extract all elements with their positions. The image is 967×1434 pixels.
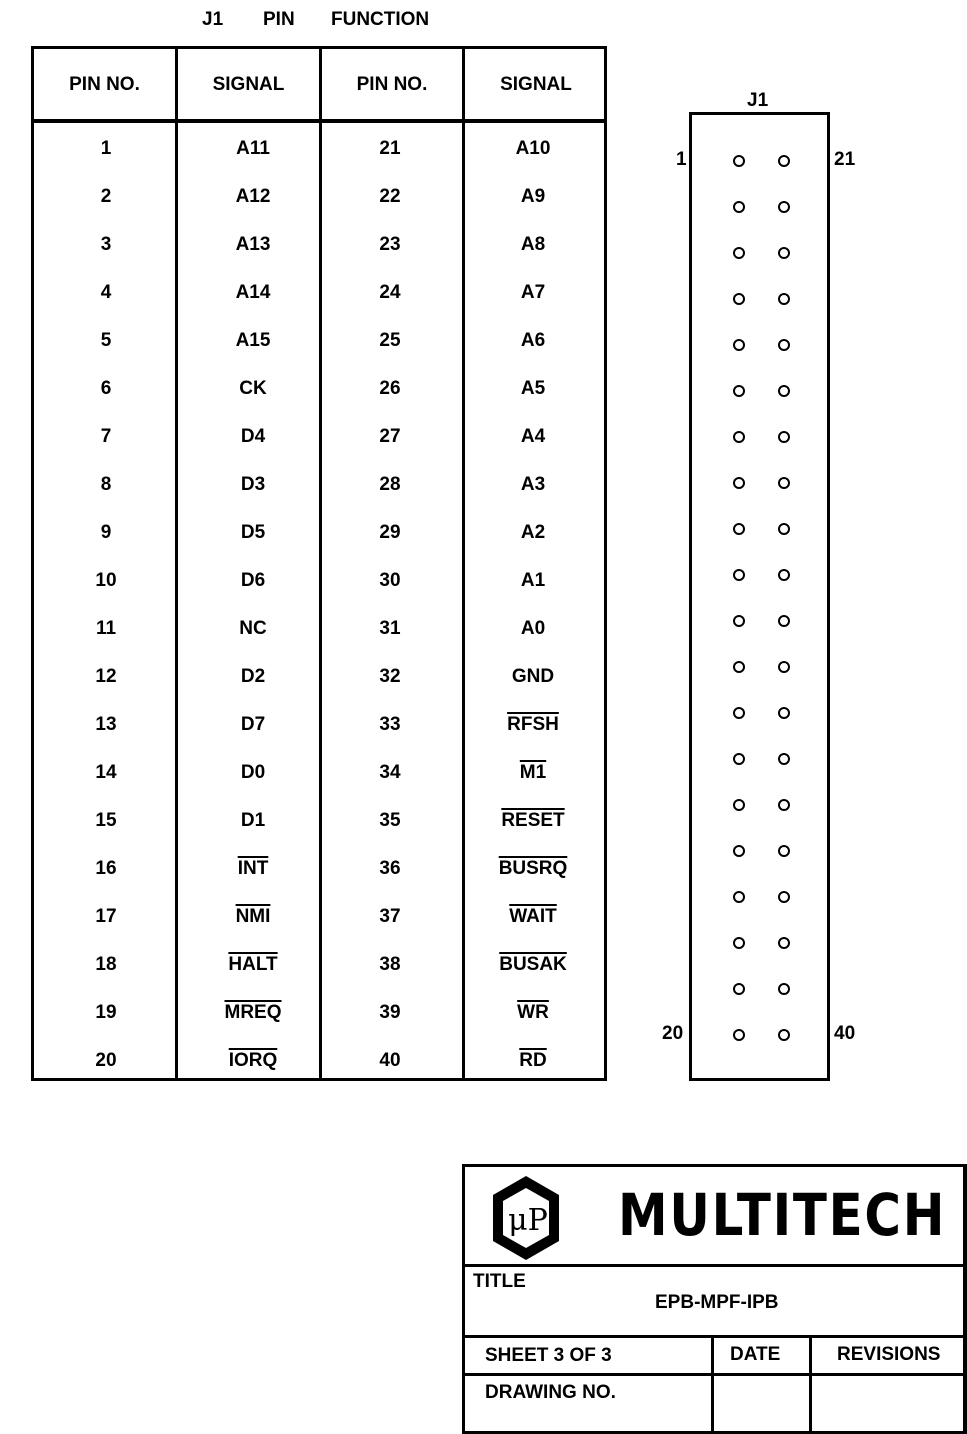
connector-pin-right <box>778 983 790 995</box>
signal-left: CK <box>239 378 267 399</box>
connector-pin-left <box>733 431 745 443</box>
heading-function: FUNCTION <box>331 9 430 30</box>
signal-left: A12 <box>235 186 271 207</box>
signal-left: IORQ <box>228 1050 278 1071</box>
connector-pin-right <box>778 891 790 903</box>
connector-pin-right <box>778 155 790 167</box>
connector-label: J1 <box>747 90 769 111</box>
connector-pin-right <box>778 661 790 673</box>
signal-left: $\overline{NMI}$ <box>235 906 271 927</box>
title-block <box>462 1164 967 1434</box>
connector-pin-left <box>733 385 745 397</box>
drawing-no-label: DRAWING NO. <box>485 1382 616 1403</box>
connector-j1 <box>689 112 830 1081</box>
date-divider <box>711 1335 714 1431</box>
signal-left: D5 <box>240 522 266 543</box>
signal-left: A15 <box>235 330 271 351</box>
signal-right: M1 <box>519 762 547 783</box>
sheet-divider <box>465 1335 963 1338</box>
header-divider <box>34 122 604 123</box>
pin-number-right: 32 <box>379 666 401 687</box>
connector-pin-right <box>778 201 790 213</box>
connector-pin-left <box>733 339 745 351</box>
pin-number-left: 19 <box>95 1002 117 1023</box>
pin-number-right: 34 <box>379 762 401 783</box>
connector-pin-right <box>778 753 790 765</box>
mu-p-logo-icon <box>485 1174 567 1262</box>
pin-number-left: 14 <box>95 762 117 783</box>
signal-right: RESET <box>501 810 565 831</box>
pin-number-right: 37 <box>379 906 401 927</box>
connector-pin-right <box>778 523 790 535</box>
pin-function-table <box>31 46 607 1081</box>
heading-connector: J1 <box>202 9 224 30</box>
pin-number-right: 31 <box>379 618 401 639</box>
signal-right: BUSAK <box>499 954 567 975</box>
connector-pin-right <box>778 845 790 857</box>
pin-number-left: 5 <box>100 330 112 351</box>
pin-number-right: 33 <box>379 714 401 735</box>
pin-number-left: 9 <box>100 522 112 543</box>
table-divider <box>175 49 178 1078</box>
drawing-divider <box>465 1373 963 1376</box>
signal-left: A13 <box>235 234 271 255</box>
connector-pin-left <box>733 523 745 535</box>
connector-pin-left <box>733 799 745 811</box>
signal-left: A11 <box>236 138 270 159</box>
signal-right: A5 <box>520 378 546 399</box>
pin-number-right: 28 <box>379 474 401 495</box>
pin-label-20: 20 <box>662 1023 684 1044</box>
connector-pin-right <box>778 431 790 443</box>
signal-right: A3 <box>520 474 546 495</box>
signal-left: NC <box>239 618 267 639</box>
pin-number-right: 38 <box>379 954 401 975</box>
pin-number-right: 21 <box>379 138 401 159</box>
sheet-label: SHEET 3 OF 3 <box>485 1345 612 1366</box>
pin-number-left: 12 <box>95 666 117 687</box>
connector-pin-left <box>733 753 745 765</box>
signal-right: A4 <box>520 426 546 447</box>
pin-number-right: 24 <box>379 282 401 303</box>
connector-pin-right <box>778 339 790 351</box>
signal-left: D2 <box>240 666 266 687</box>
connector-pin-left <box>733 891 745 903</box>
signal-left: D4 <box>240 426 266 447</box>
connector-pin-right <box>778 1029 790 1041</box>
connector-pin-right <box>778 293 790 305</box>
pin-label-21: 21 <box>834 149 856 170</box>
logo-text: μP <box>508 1203 548 1238</box>
signal-left: D1 <box>240 810 266 831</box>
pin-number-left: 3 <box>100 234 112 255</box>
connector-pin-left <box>733 707 745 719</box>
connector-pin-right <box>778 615 790 627</box>
signal-right: A1 <box>520 570 546 591</box>
connector-pin-right <box>778 247 790 259</box>
pin-number-left: 18 <box>95 954 117 975</box>
pin-number-left: 15 <box>95 810 117 831</box>
table-divider <box>462 49 465 1078</box>
company-brand: MULTITECH <box>618 1181 947 1249</box>
signal-right: $\overline{RD}$ <box>519 1050 547 1071</box>
connector-pin-left <box>733 201 745 213</box>
signal-right: A9 <box>520 186 546 207</box>
signal-left: $\overline{INT}$ <box>237 858 269 879</box>
signal-right: A2 <box>520 522 546 543</box>
connector-pin-left <box>733 615 745 627</box>
connector-pin-left <box>733 845 745 857</box>
pin-number-left: 1 <box>100 138 112 159</box>
pin-number-left: 16 <box>95 858 117 879</box>
connector-pin-left <box>733 937 745 949</box>
signal-right: A7 <box>520 282 546 303</box>
pin-number-left: 6 <box>100 378 112 399</box>
title-label: TITLE <box>473 1271 526 1292</box>
pin-number-left: 11 <box>95 618 117 639</box>
signal-left: MREQ <box>224 1002 282 1023</box>
signal-left: HALT <box>228 954 278 975</box>
signal-left: D6 <box>240 570 266 591</box>
signal-right: RFSH <box>507 714 559 735</box>
title-divider <box>465 1264 963 1267</box>
pin-number-left: 2 <box>100 186 112 207</box>
revisions-label: REVISIONS <box>837 1344 941 1365</box>
signal-left: A14 <box>235 282 271 303</box>
pin-number-right: 23 <box>379 234 401 255</box>
connector-pin-right <box>778 477 790 489</box>
signal-right: A6 <box>520 330 546 351</box>
signal-left: D3 <box>240 474 266 495</box>
signal-right: $\overline{WR}$ <box>517 1002 549 1023</box>
pin-number-left: 7 <box>100 426 112 447</box>
pin-number-right: 22 <box>379 186 401 207</box>
connector-pin-right <box>778 937 790 949</box>
header-signal-left: SIGNAL <box>212 74 285 95</box>
connector-pin-left <box>733 569 745 581</box>
pin-number-right: 30 <box>379 570 401 591</box>
signal-left: D0 <box>240 762 266 783</box>
header-signal-right: SIGNAL <box>500 74 572 95</box>
pin-number-left: 8 <box>100 474 112 495</box>
signal-right: GND <box>511 666 555 687</box>
connector-pin-left <box>733 477 745 489</box>
pin-number-right: 39 <box>379 1002 401 1023</box>
header-pin-no-right: PIN NO. <box>356 74 428 95</box>
heading-pin: PIN <box>263 9 295 30</box>
connector-pin-right <box>778 569 790 581</box>
pin-label-1: 1 <box>676 149 687 170</box>
connector-pin-left <box>733 293 745 305</box>
signal-right: A0 <box>520 618 546 639</box>
connector-pin-left <box>733 983 745 995</box>
connector-pin-right <box>778 385 790 397</box>
pin-number-right: 36 <box>379 858 401 879</box>
pin-number-left: 13 <box>95 714 117 735</box>
table-divider <box>319 49 322 1078</box>
pin-number-left: 10 <box>95 570 117 591</box>
pin-number-left: 17 <box>95 906 117 927</box>
pin-number-left: 4 <box>100 282 112 303</box>
connector-pin-left <box>733 247 745 259</box>
pin-number-right: 26 <box>379 378 401 399</box>
signal-right: A10 <box>515 138 551 159</box>
signal-right: BUSRQ <box>498 858 568 879</box>
signal-right: A8 <box>520 234 546 255</box>
pin-number-right: 25 <box>379 330 401 351</box>
connector-pin-right <box>778 799 790 811</box>
pin-number-left: 20 <box>95 1050 117 1071</box>
connector-pin-left <box>733 661 745 673</box>
signal-right: WAIT <box>509 906 557 927</box>
pin-number-right: 29 <box>379 522 401 543</box>
connector-pin-left <box>733 155 745 167</box>
header-pin-no-left: PIN NO. <box>69 74 140 95</box>
pin-label-40: 40 <box>834 1023 856 1044</box>
signal-left: D7 <box>240 714 266 735</box>
revisions-divider <box>809 1335 812 1431</box>
title-value: EPB-MPF-IPB <box>655 1292 779 1313</box>
pin-number-right: 40 <box>379 1050 401 1071</box>
date-label: DATE <box>730 1344 781 1365</box>
pin-number-right: 27 <box>379 426 401 447</box>
connector-pin-right <box>778 707 790 719</box>
pin-number-right: 35 <box>379 810 401 831</box>
connector-pin-left <box>733 1029 745 1041</box>
